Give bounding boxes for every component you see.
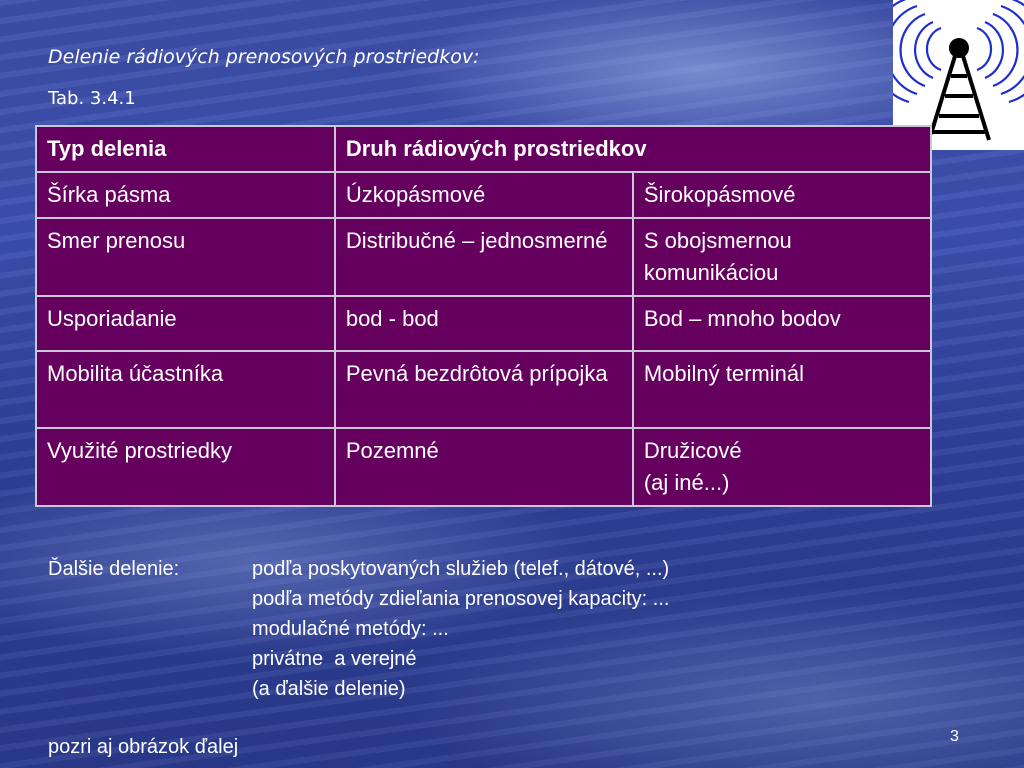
table-cell: Pevná bezdrôtová prípojka (335, 351, 633, 428)
further-division-list (252, 554, 669, 704)
table-label: Tab. 3.4.1 (48, 88, 136, 109)
table-cell: Mobilný terminál (633, 351, 931, 428)
table-cell-line: Družicové (643, 438, 742, 463)
table-cell: Usporiadanie (36, 296, 335, 351)
table-row (36, 218, 931, 296)
table-row (36, 351, 931, 428)
table-cell (633, 428, 931, 506)
table-cell: Mobilita účastníka (36, 351, 335, 428)
table-header-row (36, 126, 931, 172)
list-item: podľa poskytovaných služieb (telef., dátové, ...) (252, 558, 670, 580)
footnote: pozri aj obrázok ďalej (48, 736, 239, 758)
table-cell: Bod – mnoho bodov (633, 296, 931, 351)
radio-classification-table (35, 125, 932, 507)
table-row (36, 296, 931, 351)
table-cell: Širokopásmové (633, 172, 931, 218)
list-item: privátne a verejné (252, 648, 417, 670)
page-number: 3 (950, 728, 959, 745)
table-cell: Využité prostriedky (36, 428, 335, 506)
header-cell-type: Typ delenia (36, 126, 335, 172)
further-division-label: Ďalšie delenie: (48, 558, 180, 580)
table-cell: S obojsmernou komunikáciou (633, 218, 931, 296)
table-cell: Úzkopásmové (335, 172, 633, 218)
slide-title: Delenie rádiových prenosových prostriedkov: (48, 46, 480, 68)
table-cell: Pozemné (335, 428, 633, 506)
table-cell: Šírka pásma (36, 172, 335, 218)
list-item: (a ďalšie delenie) (252, 678, 406, 700)
table-cell-line: (aj iné...) (643, 470, 730, 495)
table-cell: bod - bod (335, 296, 633, 351)
list-item: modulačné metódy: ... (252, 618, 449, 640)
table-cell: Smer prenosu (36, 218, 335, 296)
table-row (36, 428, 931, 506)
list-item: podľa metódy zdieľania prenosovej kapacity: ... (252, 588, 670, 610)
table-row (36, 172, 931, 218)
table-cell: Distribučné – jednosmerné (335, 218, 633, 296)
header-cell-kind: Druh rádiových prostriedkov (335, 126, 931, 172)
